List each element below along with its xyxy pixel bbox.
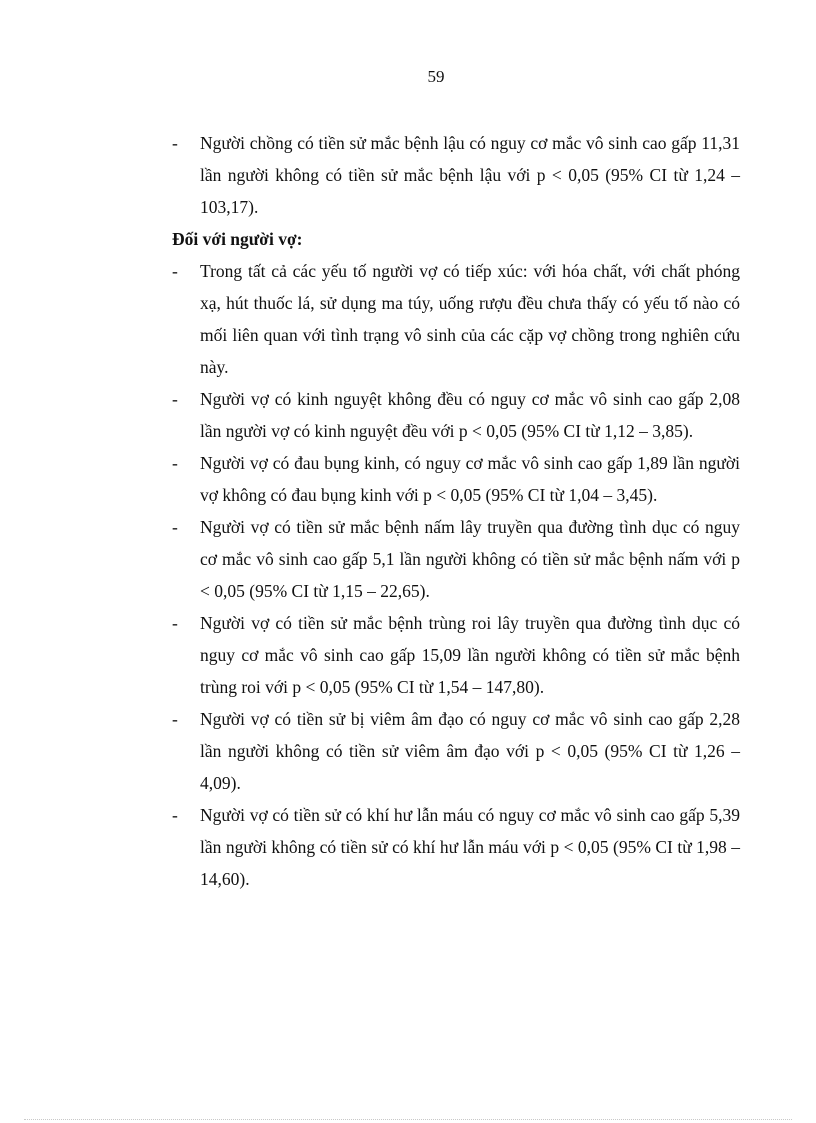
wife-finding-exposure — [172, 255, 740, 383]
document-body — [172, 127, 740, 895]
wife-finding-trichomoniasis — [172, 607, 740, 703]
bullet-text: Người chồng có tiền sử mắc bệnh lậu có nguy cơ mắc vô sinh cao gấp 11,31 lần người không có tiền sử mắc bệnh lậu với p < 0,05 (95% CI từ 1,24 – 103,17). — [200, 133, 740, 217]
bullet-text: Người vợ có tiền sử mắc bệnh nấm lây truyền qua đường tình dục có nguy cơ mắc vô sinh cao gấp 5,1 lần người không có tiền sử mắc bệnh nấm với p < 0,05 (95% CI từ 1,15 – 22,65). — [200, 517, 740, 601]
bullet-text: Người vợ có tiền sử bị viêm âm đạo có nguy cơ mắc vô sinh cao gấp 2,28 lần người không có tiền sử viêm âm đạo với p < 0,05 (95% CI từ 1,26 – 4,09). — [200, 709, 740, 793]
bullet-dash: - — [172, 517, 178, 537]
husband-finding-gonorrhea — [172, 127, 740, 223]
bullet-dash: - — [172, 261, 178, 281]
bullet-dash: - — [172, 453, 178, 473]
section-heading-wife: Đối với người vợ: — [172, 229, 303, 249]
page-bottom-rule — [24, 1119, 792, 1120]
bullet-dash: - — [172, 133, 178, 153]
bullet-dash: - — [172, 805, 178, 825]
bullet-dash: - — [172, 613, 178, 633]
bullet-text: Người vợ có tiền sử mắc bệnh trùng roi lây truyền qua đường tình dục có nguy cơ mắc vô sinh cao gấp 15,09 lần người không có tiền sử mắc bệnh trùng roi với p < 0,05 (95% CI từ 1,54 – 147,80). — [200, 613, 740, 697]
wife-finding-fungal-infection — [172, 511, 740, 607]
bullet-dash: - — [172, 709, 178, 729]
wife-finding-bloody-discharge — [172, 799, 740, 895]
bullet-text: Người vợ có kinh nguyệt không đều có nguy cơ mắc vô sinh cao gấp 2,08 lần người vợ có kinh nguyệt đều với p < 0,05 (95% CI từ 1,12 – 3,85). — [200, 389, 740, 441]
bullet-text: Trong tất cả các yếu tố người vợ có tiếp xúc: với hóa chất, với chất phóng xạ, hút thuốc lá, sử dụng ma túy, uống rượu đều chưa thấy có yếu tố nào có mối liên quan với tình trạng vô sinh của các cặp vợ chồng trong nghiên cứu này. — [200, 261, 740, 377]
wife-finding-dysmenorrhea — [172, 447, 740, 511]
bullet-text: Người vợ có đau bụng kinh, có nguy cơ mắc vô sinh cao gấp 1,89 lần người vợ không có đau bụng kinh với p < 0,05 (95% CI từ 1,04 – 3,45). — [200, 453, 740, 505]
page-number: 59 — [427, 67, 445, 86]
wife-finding-irregular-menstruation — [172, 383, 740, 447]
bullet-dash: - — [172, 389, 178, 409]
bullet-text: Người vợ có tiền sử có khí hư lẫn máu có nguy cơ mắc vô sinh cao gấp 5,39 lần người không có tiền sử có khí hư lẫn máu với p < 0,05 (95% CI từ 1,98 – 14,60). — [200, 805, 740, 889]
wife-finding-vaginitis — [172, 703, 740, 799]
